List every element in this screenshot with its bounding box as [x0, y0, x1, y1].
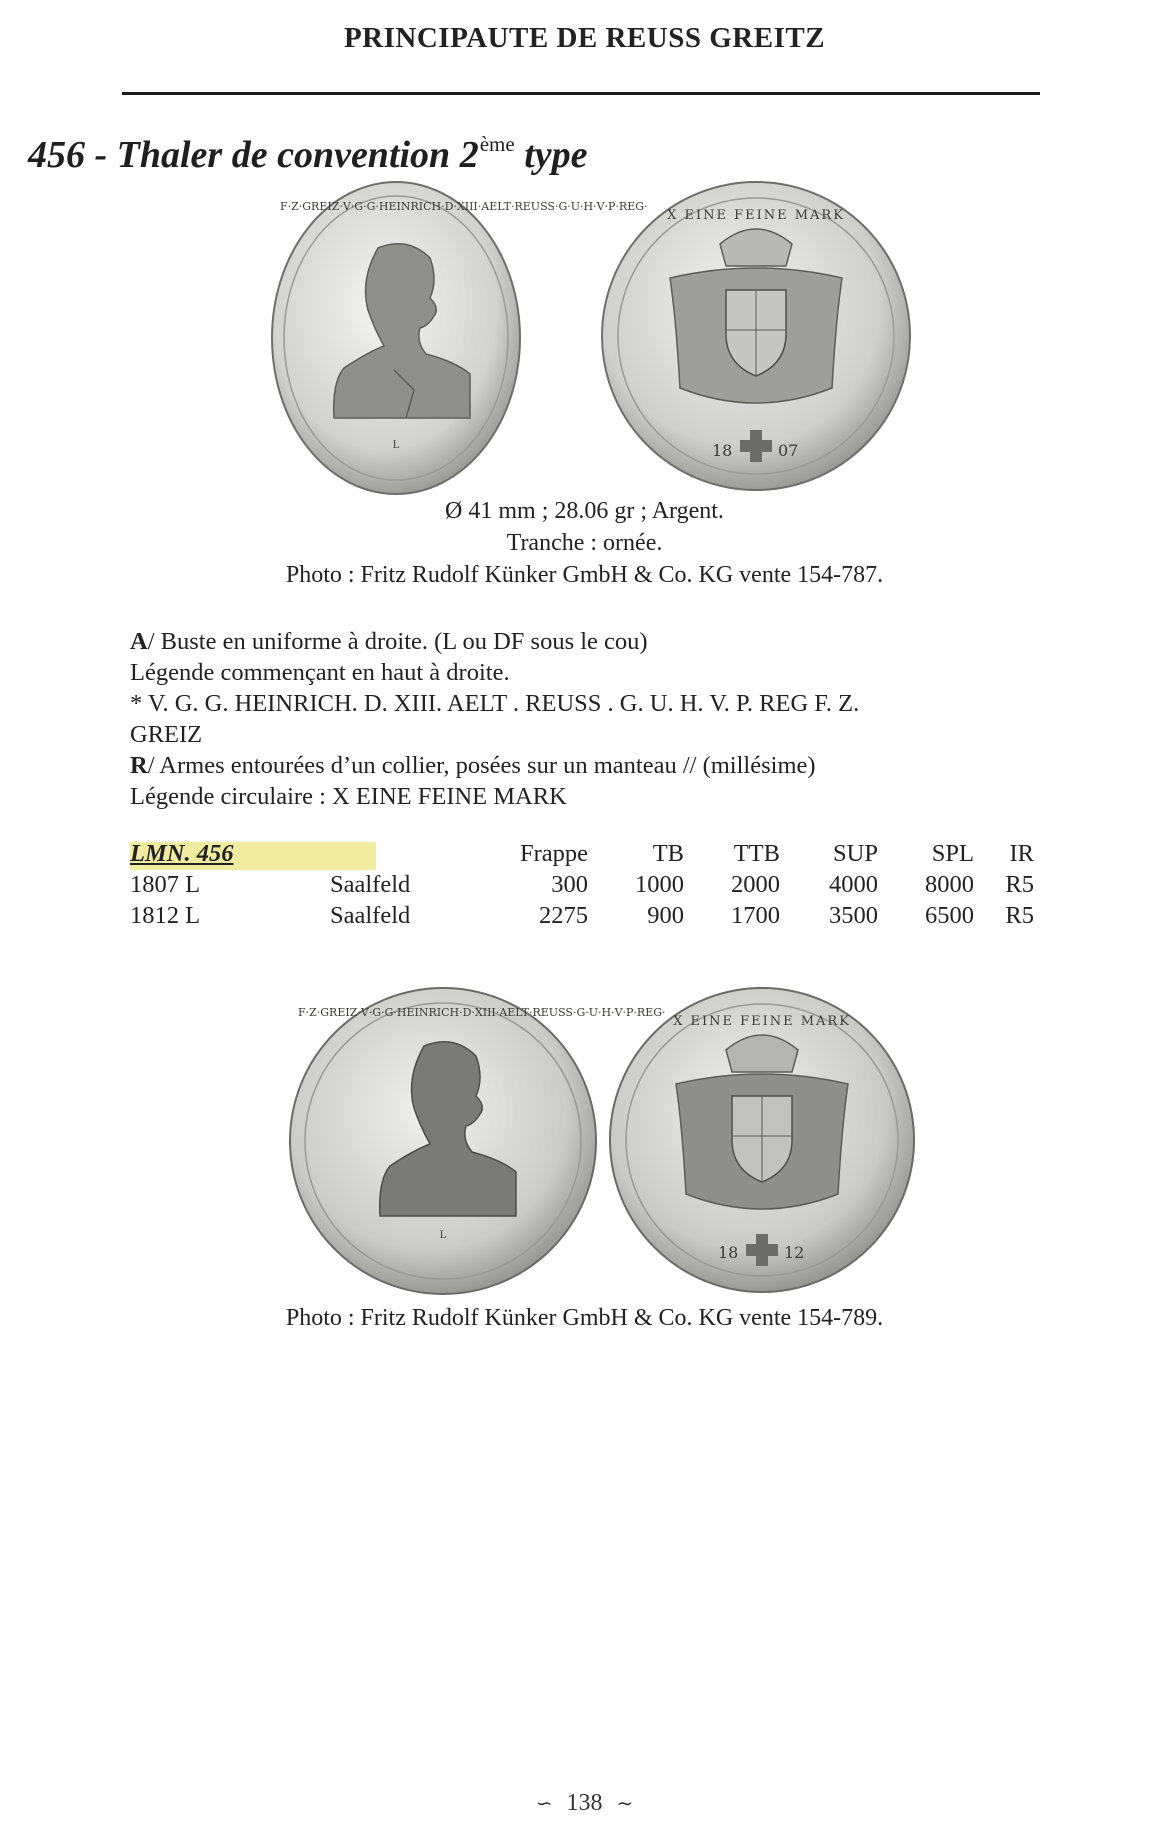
page-number-value: 138 — [566, 1790, 603, 1816]
header-tb: TB — [652, 840, 684, 867]
row-sup: 3500 — [829, 902, 878, 929]
reverse-description-line — [130, 750, 1030, 781]
coin-specs-line2: Tranche : ornée. — [506, 530, 663, 556]
coin-1-obverse-legend: F·Z·GREIZ·V·G·G·HEINRICH·D·XIII·AELT·REUSS·G·U·H·V·P·REG· — [280, 200, 648, 213]
coin-1-reverse-image — [600, 180, 912, 492]
coin-2-reverse-legend: X EINE FEINE MARK — [673, 1014, 851, 1029]
coin-2-date-left: 18 — [718, 1243, 739, 1262]
row-frappe: 2275 — [539, 902, 588, 929]
ornament-left-icon: ∽ — [535, 1793, 553, 1815]
lot-title-main: 456 - Thaler de convention 2 — [28, 134, 479, 176]
page-header-title: PRINCIPAUTE DE REUSS GREITZ — [343, 22, 826, 54]
coin-1-date-left: 18 — [712, 441, 733, 460]
reverse-description: / Armes entourées d’un collier, posées sur un manteau // (millésime) — [147, 752, 816, 779]
row-mint: Saalfeld — [330, 902, 411, 929]
photo-credit-2: Photo : Fritz Rudolf Künker GmbH & Co. KG vente 154-789. — [285, 1305, 884, 1331]
table-row — [130, 869, 1034, 900]
obverse-legend-continuation: GREIZ — [130, 721, 203, 748]
price-table-header-row — [130, 838, 1034, 869]
lot-title — [28, 132, 587, 177]
coin-2-obverse-legend: F·Z·GREIZ·V·G·G·HEINRICH·D·XIII·AELT·REUSS·G·U·H·V·P·REG· — [298, 1006, 666, 1019]
obverse-prefix: A — [130, 628, 148, 655]
coin-1-reverse-legend: X EINE FEINE MARK — [667, 208, 845, 223]
coin-1-obverse-mark: L — [392, 440, 400, 451]
coin-description — [130, 626, 1030, 812]
row-tb: 900 — [647, 902, 684, 929]
coin-2-obverse-image — [288, 986, 666, 1296]
row-tb: 1000 — [635, 871, 684, 898]
lot-title-suffix: type — [514, 134, 588, 176]
table-row — [130, 900, 1034, 931]
price-table — [130, 838, 1034, 931]
header-frappe: Frappe — [519, 840, 588, 867]
photo-credit-1: Photo : Fritz Rudolf Künker GmbH & Co. KG vente 154-787. — [285, 562, 884, 588]
lot-title-superscript: ème — [479, 132, 515, 156]
legend-start-line: Légende commençant en haut à droite. — [130, 659, 510, 686]
row-mint: Saalfeld — [330, 871, 411, 898]
obverse-description-line — [130, 626, 1030, 657]
obverse-legend-line: * V. G. G. HEINRICH. D. XIII. AELT . REUSS . G. U. H. V. P. REG F. Z. — [130, 690, 860, 717]
ornament-right-icon: ∼ — [616, 1793, 634, 1815]
coin-2-reverse-image — [608, 986, 916, 1294]
coin-1-obverse-image — [270, 180, 648, 496]
row-ir: R5 — [1005, 902, 1034, 929]
header-divider — [122, 92, 1040, 95]
page-number — [0, 1790, 1169, 1817]
row-year: 1812 L — [130, 902, 201, 929]
obverse-description: / Buste en uniforme à droite. (L ou DF sous le cou) — [147, 628, 648, 655]
coin-specs-line1: Ø 41 mm ; 28.06 gr ; Argent. — [445, 498, 724, 524]
coin-1-date-right: 07 — [778, 441, 799, 460]
row-year: 1807 L — [130, 871, 201, 898]
header-spl: SPL — [931, 840, 974, 867]
coin-2-obverse-mark: L — [439, 1230, 447, 1241]
row-frappe: 300 — [551, 871, 588, 898]
row-ir: R5 — [1005, 871, 1034, 898]
reference-label: LMN. 456 — [130, 840, 234, 867]
reverse-prefix: R — [130, 752, 148, 779]
header-ir: IR — [1009, 840, 1034, 867]
row-ttb: 1700 — [731, 902, 780, 929]
header-ttb: TTB — [733, 840, 780, 867]
reverse-legend-line: Légende circulaire : X EINE FEINE MARK — [130, 783, 567, 810]
row-ttb: 2000 — [731, 871, 780, 898]
coin-2-date-right: 12 — [784, 1243, 805, 1262]
row-spl: 6500 — [925, 902, 974, 929]
row-spl: 8000 — [925, 871, 974, 898]
row-sup: 4000 — [829, 871, 878, 898]
header-sup: SUP — [833, 840, 878, 867]
